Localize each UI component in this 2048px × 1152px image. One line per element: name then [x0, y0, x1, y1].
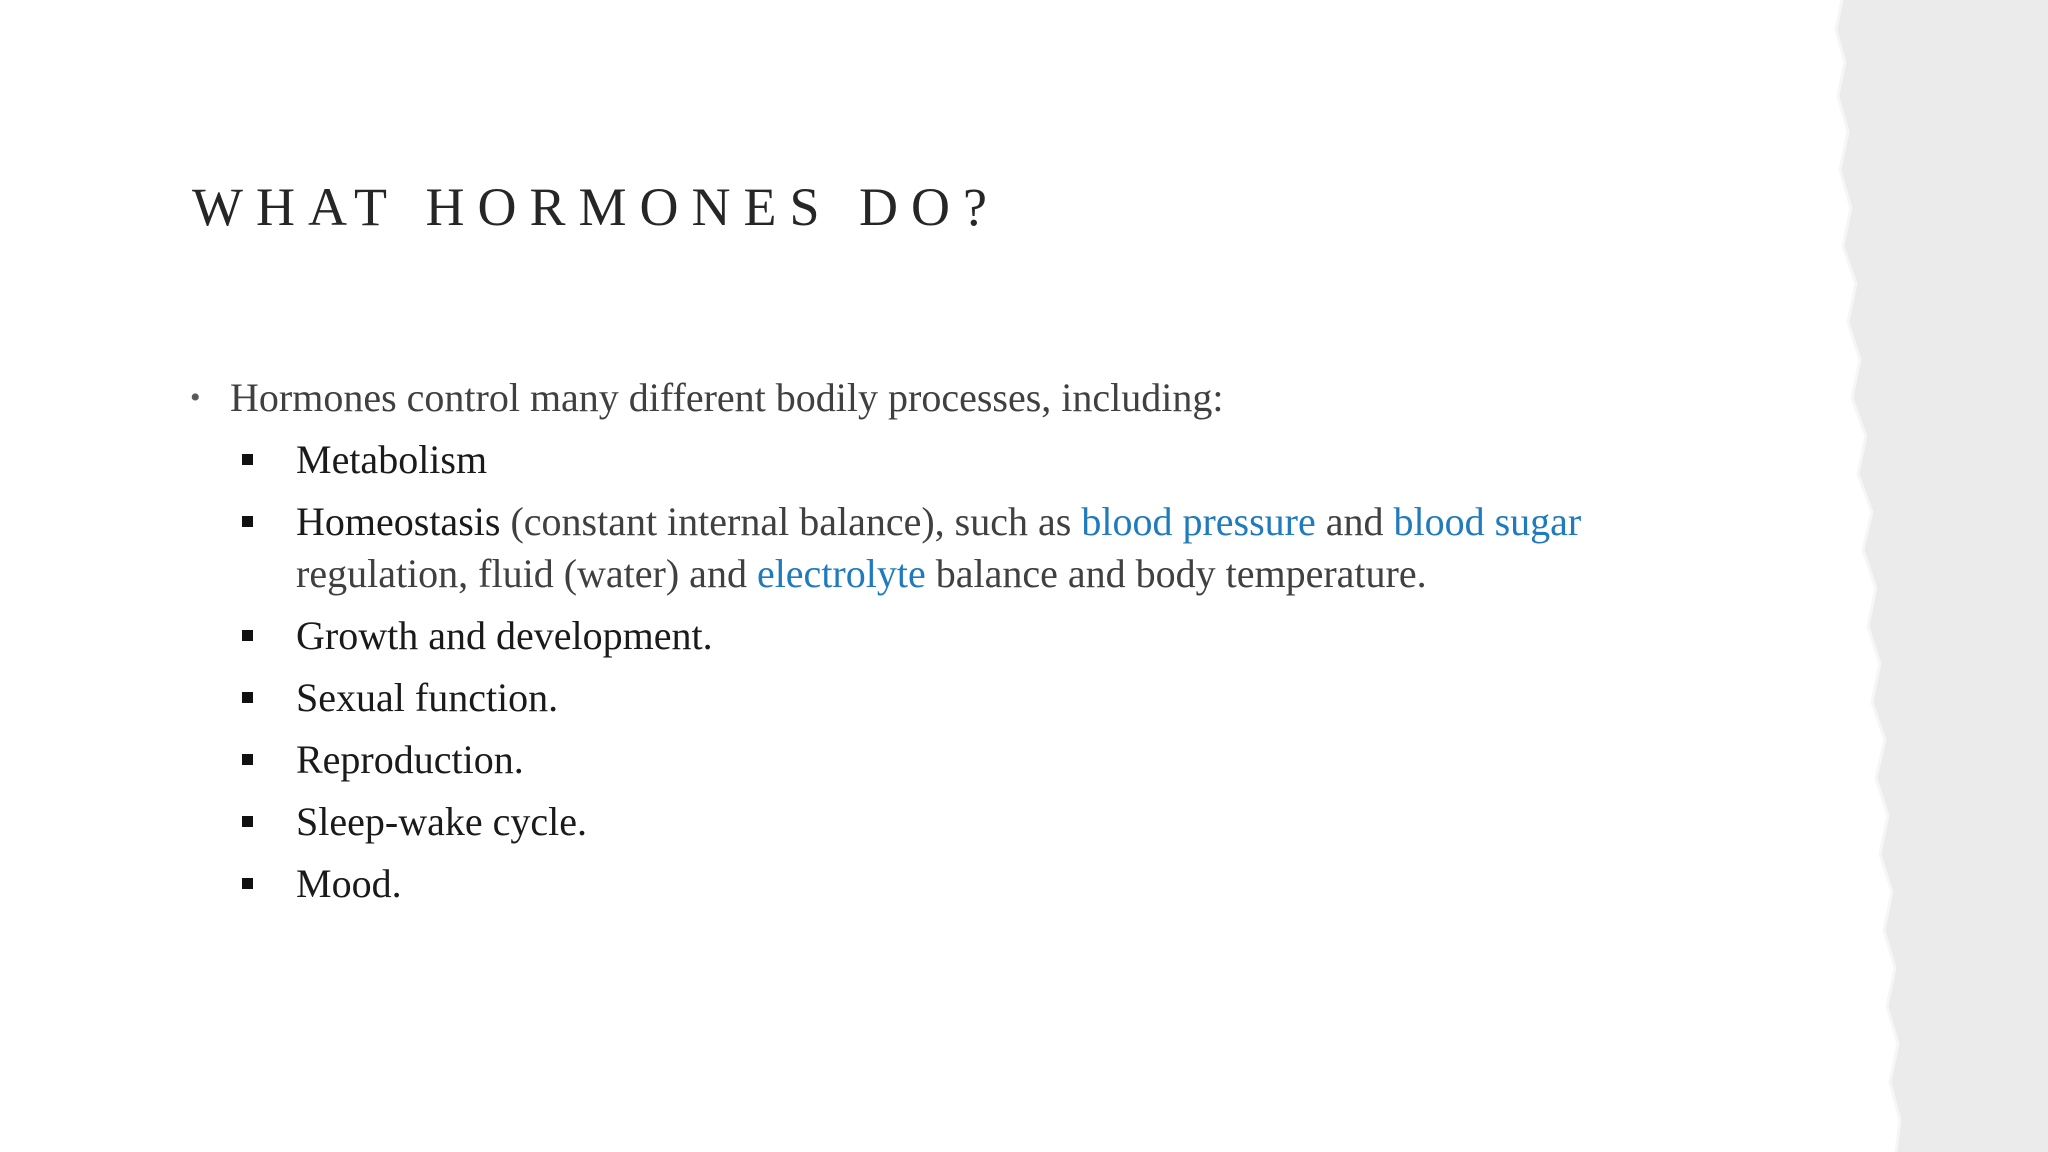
list-item — [190, 796, 1690, 848]
electrolyte-link[interactable]: electrolyte — [756, 551, 926, 596]
list-item-text: Reproduction. — [296, 737, 524, 782]
homeostasis-text: balance and body temperature. — [925, 551, 1427, 596]
homeostasis-term: Homeostasis — [296, 499, 501, 544]
square-bullet-icon — [242, 630, 253, 641]
list-item — [190, 610, 1690, 662]
list-item-text: Metabolism — [296, 437, 488, 482]
square-bullet-icon — [242, 754, 253, 765]
intro-text: Hormones control many different bodily processes, including: — [230, 375, 1224, 420]
list-item — [190, 858, 1690, 910]
intro-bullet — [190, 372, 1690, 424]
list-item — [190, 672, 1690, 724]
round-bullet-icon: • — [190, 381, 201, 414]
homeostasis-text: and — [1315, 499, 1394, 544]
blood-pressure-link[interactable]: blood pressure — [1081, 499, 1316, 544]
list-item-text: Sleep-wake cycle. — [296, 799, 587, 844]
slide-title: WHAT HORMONES DO? — [192, 177, 1000, 237]
square-bullet-icon — [242, 516, 253, 527]
list-item-text: Sexual function. — [296, 675, 559, 720]
slide-body — [190, 372, 1690, 920]
square-bullet-icon — [242, 454, 253, 465]
list-item-text: Mood. — [296, 861, 402, 906]
square-bullet-icon — [242, 878, 253, 889]
square-bullet-icon — [242, 816, 253, 827]
homeostasis-text: regulation, fluid (water) and — [296, 551, 757, 596]
list-item — [190, 734, 1690, 786]
square-bullet-icon — [242, 692, 253, 703]
list-item-homeostasis — [190, 496, 1690, 600]
homeostasis-text: (constant internal balance), such as — [500, 499, 1082, 544]
process-list — [190, 434, 1690, 910]
list-item — [190, 434, 1690, 486]
blood-sugar-link[interactable]: blood sugar — [1393, 499, 1582, 544]
list-item-text: Growth and development. — [296, 613, 713, 658]
